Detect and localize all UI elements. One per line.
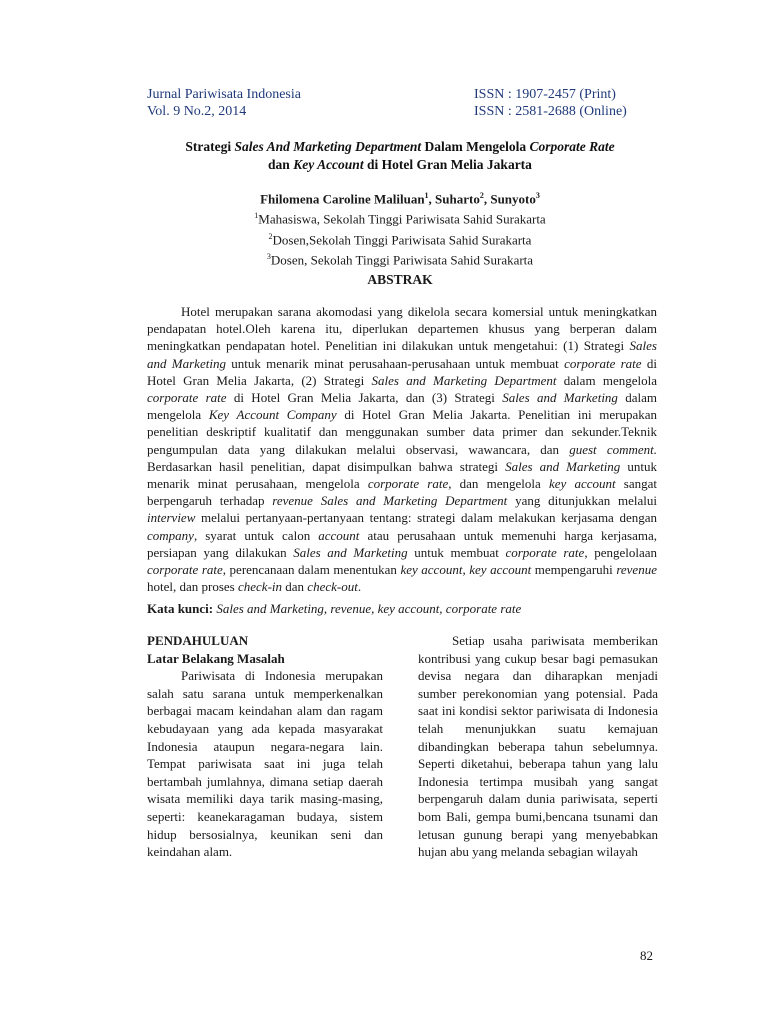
issn-print: ISSN : 1907-2457 (Print): [474, 87, 616, 102]
author-block: [120, 187, 680, 268]
keywords-text: Sales and Marketing, revenue, key account, corporate rate: [213, 601, 522, 616]
intro-paragraph: Pariwisata di Indonesia merupakan salah satu sarana untuk memperkenalkan berbagai macam keindahan alam dan ragam kebudayaan yang ada kepada masyarakat Indonesia ataupun negara-negara lain. Tempat pariwisata saat ini juga telah bertambah jumlahnya, dimana setiap daerah wisata memiliki daya tarik masing-masing, seperti: keanekaragaman budaya, sistem hidup bersosialnya, keunikan seni dan keindahan alam.: [147, 668, 383, 860]
affiliation-1: $^1$Mahasiswa, Sekolah Tinggi Pariwisata Sahid Surakarta: [254, 211, 546, 227]
journal-header-left: [147, 86, 301, 120]
subsection-heading: Latar Belakang Masalah: [147, 650, 285, 666]
journal-header-right: [474, 86, 627, 120]
page-number: 82: [640, 948, 653, 963]
affiliation-3: $^3$Dosen, Sekolah Tinggi Pariwisata Sahid Surakarta: [266, 251, 534, 268]
left-column: [147, 632, 383, 861]
affiliation-2: $^2$Dosen,Sekolah Tinggi Pariwisata Sahid Surakarta: [268, 231, 532, 247]
right-paragraph: Setiap usaha pariwisata memberikan kontribusi yang cukup besar bagi pemasukan devisa negara dan diharapkan menjadi sumber perekonomian yang potensial. Pada saat ini kondisi sektor pariwisata di Indonesia telah menunjukkan suatu kemajuan dibandingkan beberapa tahun sebelumnya. Seperti diketahui, beberapa tahun yang lalu Indonesia tertimpa musibah yang sangat berpengaruh dalam dunia pariwisata, seperti bom Bali, gempa bumi,bencana tsunami dan letusan gunung berapi yang menyebabkan hujan abu yang melanda sebagian wilayah: [418, 633, 658, 860]
journal-name: Jurnal Pariwisata Indonesia: [147, 87, 301, 102]
section-heading: PENDAHULUAN: [147, 633, 249, 648]
journal-volume: Vol. 9 No.2, 2014: [147, 104, 247, 119]
abstract-body: [147, 303, 657, 595]
keywords: [147, 600, 667, 617]
issn-online: ISSN : 2581-2688 (Online): [474, 104, 627, 119]
paper-title: Strategi Sales And Marketing Department Dalam Mengelola Corporate Rate dan Key Account di Hotel Gran Melia Jakarta: [185, 139, 615, 172]
abstract-heading: ABSTRAK: [367, 272, 433, 287]
right-column: [418, 632, 658, 861]
author-names: Fhilomena Caroline Maliluan$^1$, Suharto$^2$, Sunyoto$^3$: [260, 191, 540, 207]
abstract-paragraph: Hotel merupakan sarana akomodasi yang dikelola secara komersial untuk meningkatkan pendapatan hotel.Oleh karena itu, diperlukan departemen khusus yang berperan dalam meningkatkan pendapatan hotel. Penelitian ini dilakukan untuk mengetahui: (1) Strategi Sales and Marketing untuk menarik minat perusahaan-perusahaan untuk membuat corporate rate di Hotel Gran Melia Jakarta, (2) Strategi Sales and Marketing Department dalam mengelola corporate rate di Hotel Gran Melia Jakarta, dan (3) Strategi Sales and Marketing dalam mengelola Key Account Company di Hotel Gran Melia Jakarta. Penelitian ini merupakan penelitian deskriptif kualitatif dan menggunakan sumber data primer dan sekunder.Teknik pengumpulan data yang dilakukan melalui observasi, wawancara, dan guest comment. Berdasarkan hasil penelitian, dapat disimpulkan bahwa strategi Sales and Marketing untuk menarik minat perusahaan, mengelola corporate rate, dan mengelola key account sangat berpengaruh terhadap revenue Sales and Marketing Department yang ditunjukkan melalui interview melalui pertanyaan-pertanyaan tentang: strategi dalam melakukan kerjasama dengan company, syarat untuk calon account atau perusahaan untuk memenuhi harga kerjasama, persiapan yang dilakukan Sales and Marketing untuk membuat corporate rate, pengelolaan corporate rate, perencanaan dalam menentukan key account, key account mempengaruhi revenue hotel, dan proses check-in dan check-out.: [147, 304, 658, 595]
keywords-label: Kata kunci:: [147, 601, 214, 616]
